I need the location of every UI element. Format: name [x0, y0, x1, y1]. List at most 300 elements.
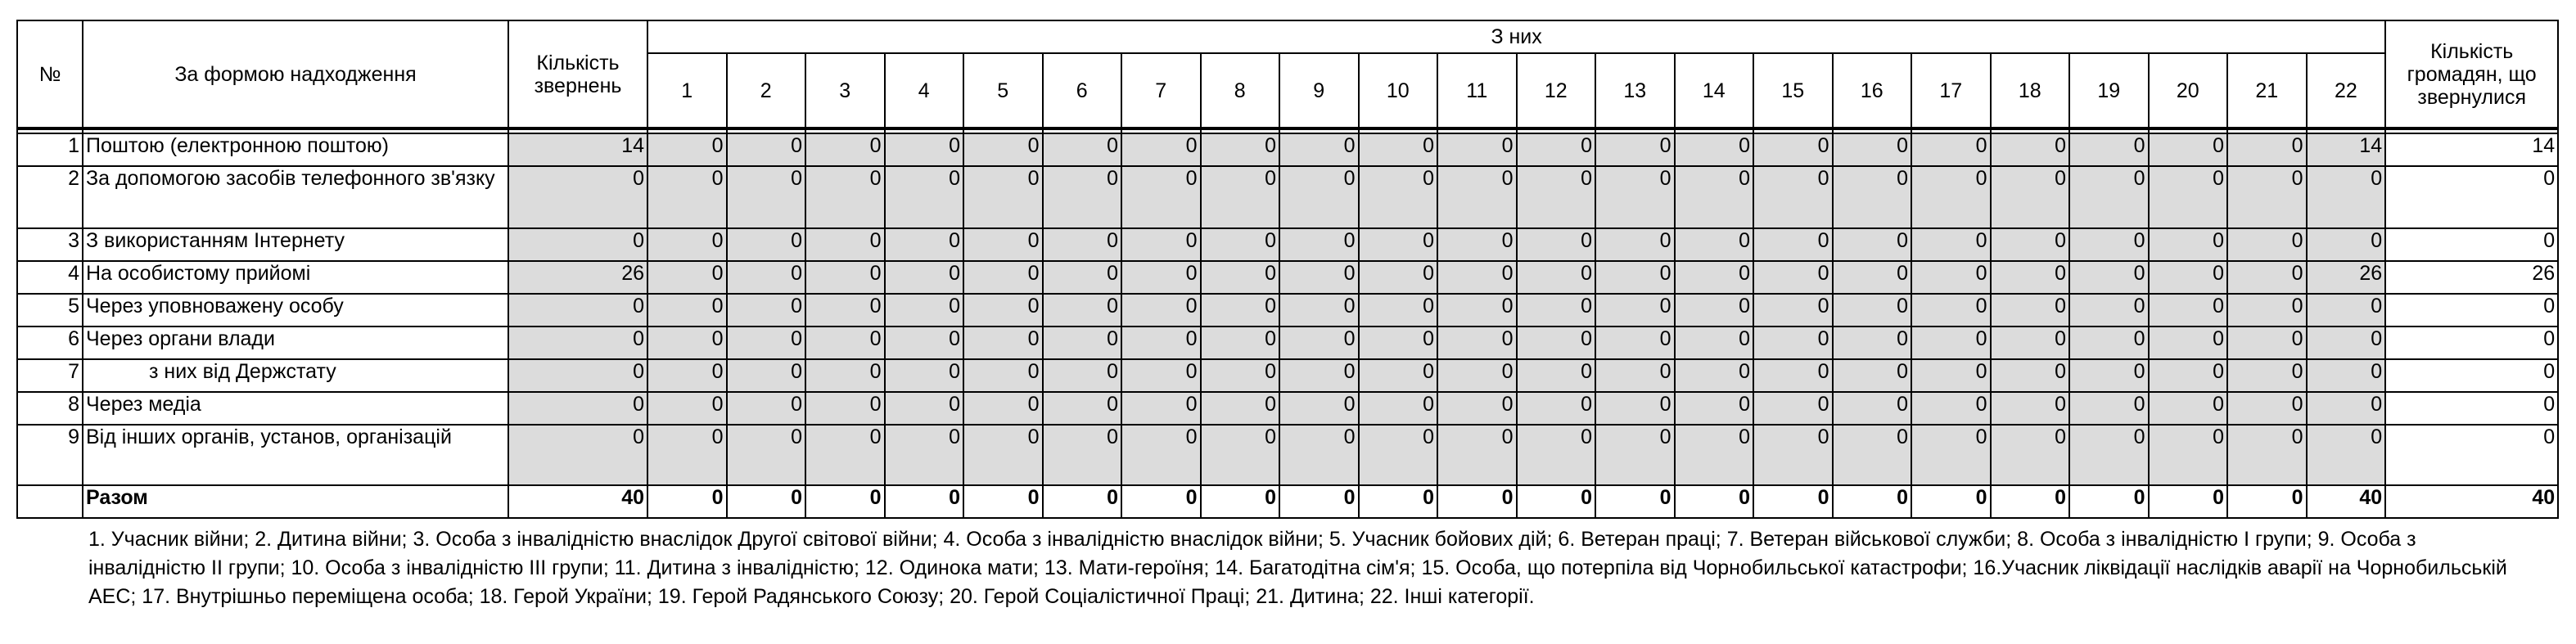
row-category-value: 0	[1833, 327, 1912, 359]
row-category-value: 0	[2069, 166, 2149, 228]
row-category-value: 0	[1911, 327, 1991, 359]
row-category-value: 0	[1833, 166, 1912, 228]
row-category-value: 0	[1517, 294, 1596, 327]
row-number: 9	[17, 425, 83, 485]
table-row	[17, 327, 2558, 359]
row-category-value: 0	[727, 359, 806, 392]
row-count: 0	[508, 166, 647, 228]
row-category-value: 0	[963, 425, 1043, 485]
row-category-value: 0	[1753, 228, 1833, 261]
row-category-value: 0	[1595, 359, 1675, 392]
row-category-value: 0	[1517, 327, 1596, 359]
table-row	[17, 133, 2558, 166]
row-category-value: 0	[1121, 327, 1201, 359]
row-category-value: 0	[2307, 228, 2386, 261]
row-category-value: 0	[1675, 166, 1754, 228]
row-category-value: 0	[805, 327, 885, 359]
header-people: Кількість громадян, що звернулися	[2385, 20, 2558, 128]
row-category-value: 0	[1675, 392, 1754, 425]
row-category-value: 0	[885, 327, 964, 359]
row-count: 0	[508, 392, 647, 425]
row-number: 4	[17, 261, 83, 294]
row-category-value: 0	[1991, 228, 2070, 261]
table-row	[17, 228, 2558, 261]
total-category-value: 0	[1595, 485, 1675, 518]
row-category-value: 0	[1437, 359, 1517, 392]
table-header	[17, 20, 2558, 128]
row-category-value: 0	[1911, 359, 1991, 392]
total-category-value: 0	[1833, 485, 1912, 518]
row-category-value: 0	[1043, 228, 1122, 261]
row-category-value: 0	[885, 228, 964, 261]
table-row	[17, 294, 2558, 327]
row-category-value: 0	[1991, 425, 2070, 485]
row-category-value: 0	[1753, 294, 1833, 327]
row-category-value: 0	[1675, 133, 1754, 166]
row-category-value: 0	[885, 166, 964, 228]
row-category-value: 0	[1595, 133, 1675, 166]
row-category-value: 0	[2307, 425, 2386, 485]
row-category-value: 0	[1279, 425, 1359, 485]
total-category-value: 0	[1201, 485, 1280, 518]
row-category-value: 0	[1201, 392, 1280, 425]
row-name: Поштою (електронною поштою)	[83, 133, 508, 166]
row-category-value: 0	[2069, 425, 2149, 485]
header-category-15: 15	[1753, 53, 1833, 128]
table-row	[17, 425, 2558, 485]
row-category-value: 0	[2149, 392, 2228, 425]
row-category-value: 0	[1991, 261, 2070, 294]
row-name: Через органи влади	[83, 327, 508, 359]
row-category-value: 0	[885, 133, 964, 166]
row-category-value: 0	[1279, 327, 1359, 359]
row-category-value: 0	[1121, 392, 1201, 425]
row-category-value: 0	[1437, 261, 1517, 294]
row-category-value: 0	[805, 228, 885, 261]
row-category-value: 0	[963, 261, 1043, 294]
row-number: 6	[17, 327, 83, 359]
row-category-value: 0	[727, 228, 806, 261]
row-people: 26	[2385, 261, 2558, 294]
row-people: 0	[2385, 294, 2558, 327]
row-category-value: 0	[2307, 392, 2386, 425]
row-category-value: 0	[647, 425, 727, 485]
row-category-value: 0	[1043, 392, 1122, 425]
row-category-value: 0	[727, 327, 806, 359]
row-category-value: 0	[1121, 425, 1201, 485]
row-category-value: 0	[1043, 133, 1122, 166]
header-category-2: 2	[727, 53, 806, 128]
row-category-value: 0	[885, 261, 964, 294]
row-name: За допомогою засобів телефонного зв'язку	[83, 166, 508, 228]
header-category-20: 20	[2149, 53, 2228, 128]
row-category-value: 0	[1043, 327, 1122, 359]
row-category-value: 0	[885, 392, 964, 425]
row-category-value: 0	[2069, 133, 2149, 166]
row-category-value: 0	[1833, 392, 1912, 425]
header-category-21: 21	[2227, 53, 2307, 128]
row-count: 0	[508, 359, 647, 392]
row-category-value: 0	[1753, 359, 1833, 392]
row-category-value: 0	[2149, 133, 2228, 166]
header-of-them: З них	[647, 20, 2385, 53]
row-category-value: 0	[2227, 359, 2307, 392]
row-category-value: 0	[1517, 359, 1596, 392]
total-category-value: 0	[727, 485, 806, 518]
row-category-value: 0	[1121, 228, 1201, 261]
total-category-value: 0	[1675, 485, 1754, 518]
row-category-value: 0	[727, 166, 806, 228]
row-category-value: 0	[1991, 294, 2070, 327]
row-category-value: 0	[2227, 133, 2307, 166]
table-row	[17, 166, 2558, 228]
row-category-value: 0	[1675, 228, 1754, 261]
row-category-value: 0	[1359, 327, 1438, 359]
row-category-value: 0	[1517, 425, 1596, 485]
row-category-value: 0	[1359, 392, 1438, 425]
row-category-value: 0	[1517, 261, 1596, 294]
row-count: 0	[508, 425, 647, 485]
row-count: 14	[508, 133, 647, 166]
header-category-5: 5	[963, 53, 1043, 128]
row-category-value: 0	[1675, 261, 1754, 294]
header-category-12: 12	[1517, 53, 1596, 128]
total-count: 40	[508, 485, 647, 518]
table-row	[17, 359, 2558, 392]
row-category-value: 0	[963, 228, 1043, 261]
row-category-value: 0	[1753, 425, 1833, 485]
row-category-value: 0	[1753, 133, 1833, 166]
row-category-value: 0	[1201, 133, 1280, 166]
row-category-value: 0	[1359, 359, 1438, 392]
total-category-value: 0	[2149, 485, 2228, 518]
row-category-value: 0	[1911, 228, 1991, 261]
row-category-value: 0	[2307, 327, 2386, 359]
row-category-value: 0	[2069, 359, 2149, 392]
row-category-value: 0	[805, 261, 885, 294]
row-category-value: 0	[1201, 261, 1280, 294]
row-category-value: 0	[1675, 359, 1754, 392]
row-category-value: 0	[1437, 425, 1517, 485]
row-category-value: 0	[805, 294, 885, 327]
header-form: За формою надходження	[83, 20, 508, 128]
row-category-value: 0	[805, 133, 885, 166]
row-category-value: 0	[1043, 166, 1122, 228]
row-category-value: 0	[1121, 133, 1201, 166]
row-category-value: 0	[1991, 166, 2070, 228]
row-category-value: 0	[1833, 228, 1912, 261]
total-category-value: 0	[1043, 485, 1122, 518]
row-category-value: 0	[1595, 294, 1675, 327]
total-category-value: 0	[1753, 485, 1833, 518]
header-category-18: 18	[1991, 53, 2070, 128]
row-category-value: 0	[647, 261, 727, 294]
table-row	[17, 261, 2558, 294]
row-category-value: 0	[1043, 294, 1122, 327]
row-category-value: 0	[1043, 359, 1122, 392]
row-category-value: 0	[1675, 425, 1754, 485]
row-category-value: 0	[1201, 166, 1280, 228]
row-category-value: 0	[2149, 228, 2228, 261]
row-category-value: 0	[647, 327, 727, 359]
header-category-17: 17	[1911, 53, 1991, 128]
row-category-value: 0	[2227, 392, 2307, 425]
total-category-value: 0	[1437, 485, 1517, 518]
header-no: №	[17, 20, 83, 128]
row-category-value: 0	[1201, 294, 1280, 327]
header-category-14: 14	[1675, 53, 1754, 128]
row-category-value: 0	[963, 327, 1043, 359]
row-category-value: 0	[1437, 392, 1517, 425]
row-number: 2	[17, 166, 83, 228]
header-category-19: 19	[2069, 53, 2149, 128]
row-category-value: 0	[1279, 359, 1359, 392]
total-category-value: 0	[963, 485, 1043, 518]
row-category-value: 0	[885, 294, 964, 327]
row-category-value: 0	[2307, 166, 2386, 228]
total-empty-cell	[17, 485, 83, 518]
row-category-value: 0	[1121, 166, 1201, 228]
header-category-10: 10	[1359, 53, 1438, 128]
row-category-value: 0	[2069, 327, 2149, 359]
row-category-value: 0	[1675, 294, 1754, 327]
total-category-value: 0	[885, 485, 964, 518]
row-category-value: 0	[1675, 327, 1754, 359]
row-name: З використанням Інтернету	[83, 228, 508, 261]
row-category-value: 0	[1911, 294, 1991, 327]
row-category-value: 0	[1517, 166, 1596, 228]
row-number: 1	[17, 133, 83, 166]
row-category-value: 0	[1121, 359, 1201, 392]
row-count: 26	[508, 261, 647, 294]
row-category-value: 0	[2227, 294, 2307, 327]
row-category-value: 0	[1437, 228, 1517, 261]
row-category-value: 0	[2069, 294, 2149, 327]
row-category-value: 0	[2069, 228, 2149, 261]
row-category-value: 0	[1833, 261, 1912, 294]
row-category-value: 0	[805, 359, 885, 392]
row-category-value: 0	[647, 359, 727, 392]
row-category-value: 0	[805, 425, 885, 485]
header-category-11: 11	[1437, 53, 1517, 128]
row-category-value: 0	[1437, 133, 1517, 166]
row-category-value: 0	[1595, 327, 1675, 359]
row-category-value: 0	[805, 392, 885, 425]
row-category-value: 0	[1753, 327, 1833, 359]
row-category-value: 0	[1833, 359, 1912, 392]
row-category-value: 0	[727, 425, 806, 485]
row-category-value: 0	[1279, 294, 1359, 327]
row-category-value: 0	[1121, 261, 1201, 294]
row-category-value: 0	[1359, 294, 1438, 327]
row-category-value: 0	[1595, 261, 1675, 294]
row-category-value: 0	[1359, 133, 1438, 166]
row-category-value: 26	[2307, 261, 2386, 294]
row-category-value: 0	[2149, 166, 2228, 228]
row-category-value: 0	[1991, 359, 2070, 392]
row-category-value: 0	[1279, 261, 1359, 294]
row-category-value: 0	[1517, 392, 1596, 425]
header-count: Кількість звернень	[508, 20, 647, 128]
row-category-value: 0	[1201, 327, 1280, 359]
row-category-value: 0	[1911, 261, 1991, 294]
total-category-value: 0	[1121, 485, 1201, 518]
row-number: 5	[17, 294, 83, 327]
row-category-value: 0	[1437, 327, 1517, 359]
appeals-table	[16, 20, 2559, 519]
header-category-16: 16	[1833, 53, 1912, 128]
row-category-value: 0	[2227, 261, 2307, 294]
row-name: Через медіа	[83, 392, 508, 425]
row-category-value: 0	[1991, 133, 2070, 166]
row-category-value: 0	[1043, 261, 1122, 294]
row-category-value: 0	[2227, 166, 2307, 228]
table-body	[17, 128, 2558, 518]
row-category-value: 0	[647, 392, 727, 425]
row-category-value: 0	[647, 228, 727, 261]
row-category-value: 0	[1911, 166, 1991, 228]
row-category-value: 0	[885, 425, 964, 485]
row-category-value: 0	[1833, 294, 1912, 327]
row-category-value: 0	[1201, 425, 1280, 485]
row-category-value: 0	[1595, 392, 1675, 425]
total-people: 40	[2385, 485, 2558, 518]
row-category-value: 0	[1911, 133, 1991, 166]
total-category-value: 0	[1279, 485, 1359, 518]
row-category-value: 0	[727, 133, 806, 166]
row-category-value: 0	[2227, 327, 2307, 359]
row-name: Від інших органів, установ, організацій	[83, 425, 508, 485]
row-category-value: 0	[1753, 261, 1833, 294]
row-category-value: 0	[805, 166, 885, 228]
row-category-value: 0	[2149, 425, 2228, 485]
row-category-value: 0	[1753, 166, 1833, 228]
row-number: 3	[17, 228, 83, 261]
row-category-value: 0	[647, 294, 727, 327]
row-category-value: 0	[1595, 228, 1675, 261]
total-row	[17, 485, 2558, 518]
row-category-value: 0	[1201, 228, 1280, 261]
row-category-value: 0	[1121, 294, 1201, 327]
row-count: 0	[508, 294, 647, 327]
row-category-value: 0	[1753, 392, 1833, 425]
row-category-value: 0	[963, 133, 1043, 166]
row-category-value: 0	[1359, 228, 1438, 261]
row-category-value: 0	[2069, 392, 2149, 425]
row-people: 0	[2385, 359, 2558, 392]
row-category-value: 0	[1833, 133, 1912, 166]
row-category-value: 0	[1279, 228, 1359, 261]
row-name: На особистому прийомі	[83, 261, 508, 294]
row-category-value: 0	[1043, 425, 1122, 485]
row-people: 14	[2385, 133, 2558, 166]
header-category-1: 1	[647, 53, 727, 128]
category-footnote: 1. Учасник війни; 2. Дитина війни; 3. Особа з інвалідністю внаслідок Другої світової війни; 4. Особа з інвалідністю внаслідок війни; 5. Учасник бойових дій; 6. Ветеран праці; 7. Ветеран військової служби; 8. Особа з інвалідністю І групи; 9. Особа з інвалідністю ІІ групи; 10. Особа з інвалідністю ІІІ групи; 11. Дитина з інвалідністю; 12. Одинока мати; 13. Мати-героїня; 14. Багатодітна сім'я; 15. Особа, що потерпіла від Чорнобильської катастрофи; 16.Учасник ліквідації наслідків аварії на Чорнобильській АЕС; 17. Внутрішньо переміщена особа; 18. Герой України; 19. Герой Радянського Союзу; 20. Герой Соціалістичної Праці; 21. Дитина; 22. Інші категорії.	[88, 528, 2507, 608]
report-container	[16, 20, 2557, 611]
row-category-value: 0	[1991, 392, 2070, 425]
row-category-value: 0	[2149, 327, 2228, 359]
total-category-value: 0	[1911, 485, 1991, 518]
header-category-9: 9	[1279, 53, 1359, 128]
total-category-value: 0	[1517, 485, 1596, 518]
row-count: 0	[508, 228, 647, 261]
row-category-value: 0	[1517, 228, 1596, 261]
row-category-value: 0	[1517, 133, 1596, 166]
row-category-value: 0	[1359, 425, 1438, 485]
header-category-6: 6	[1043, 53, 1122, 128]
total-category-value: 0	[2227, 485, 2307, 518]
row-category-value: 0	[963, 294, 1043, 327]
row-category-value: 0	[2307, 359, 2386, 392]
row-category-value: 0	[2307, 294, 2386, 327]
row-category-value: 0	[2069, 261, 2149, 294]
row-category-value: 0	[1201, 359, 1280, 392]
header-category-13: 13	[1595, 53, 1675, 128]
row-category-value: 0	[2149, 359, 2228, 392]
row-category-value: 0	[1595, 425, 1675, 485]
row-category-value: 0	[1911, 425, 1991, 485]
row-name: Через уповноважену особу	[83, 294, 508, 327]
row-name: з них від Держстату	[83, 359, 508, 392]
header-category-7: 7	[1121, 53, 1201, 128]
row-category-value: 0	[2227, 228, 2307, 261]
row-category-value: 0	[727, 392, 806, 425]
total-category-value: 0	[1991, 485, 2070, 518]
total-label: Разом	[83, 485, 508, 518]
row-category-value: 0	[727, 294, 806, 327]
row-category-value: 0	[1911, 392, 1991, 425]
row-people: 0	[2385, 327, 2558, 359]
row-category-value: 0	[2149, 261, 2228, 294]
row-number: 8	[17, 392, 83, 425]
total-category-value: 0	[2069, 485, 2149, 518]
row-category-value: 0	[963, 359, 1043, 392]
row-category-value: 0	[1595, 166, 1675, 228]
row-category-value: 0	[647, 133, 727, 166]
row-category-value: 0	[2227, 425, 2307, 485]
header-category-3: 3	[805, 53, 885, 128]
total-category-value: 40	[2307, 485, 2386, 518]
total-category-value: 0	[1359, 485, 1438, 518]
header-category-8: 8	[1201, 53, 1280, 128]
row-people: 0	[2385, 228, 2558, 261]
row-category-value: 0	[1437, 166, 1517, 228]
row-category-value: 0	[647, 166, 727, 228]
row-people: 0	[2385, 166, 2558, 228]
table-row	[17, 392, 2558, 425]
row-people: 0	[2385, 425, 2558, 485]
header-category-22: 22	[2307, 53, 2386, 128]
total-category-value: 0	[647, 485, 727, 518]
row-category-value: 0	[1279, 133, 1359, 166]
row-category-value: 0	[963, 166, 1043, 228]
row-category-value: 0	[1991, 327, 2070, 359]
row-category-value: 0	[1279, 166, 1359, 228]
row-category-value: 0	[963, 392, 1043, 425]
row-people: 0	[2385, 392, 2558, 425]
row-count: 0	[508, 327, 647, 359]
row-category-value: 0	[1833, 425, 1912, 485]
total-category-value: 0	[805, 485, 885, 518]
row-category-value: 0	[2149, 294, 2228, 327]
row-category-value: 0	[885, 359, 964, 392]
row-category-value: 0	[1437, 294, 1517, 327]
row-category-value: 0	[1359, 166, 1438, 228]
header-category-4: 4	[885, 53, 964, 128]
row-category-value: 0	[727, 261, 806, 294]
row-category-value: 0	[1359, 261, 1438, 294]
row-category-value: 0	[1279, 392, 1359, 425]
